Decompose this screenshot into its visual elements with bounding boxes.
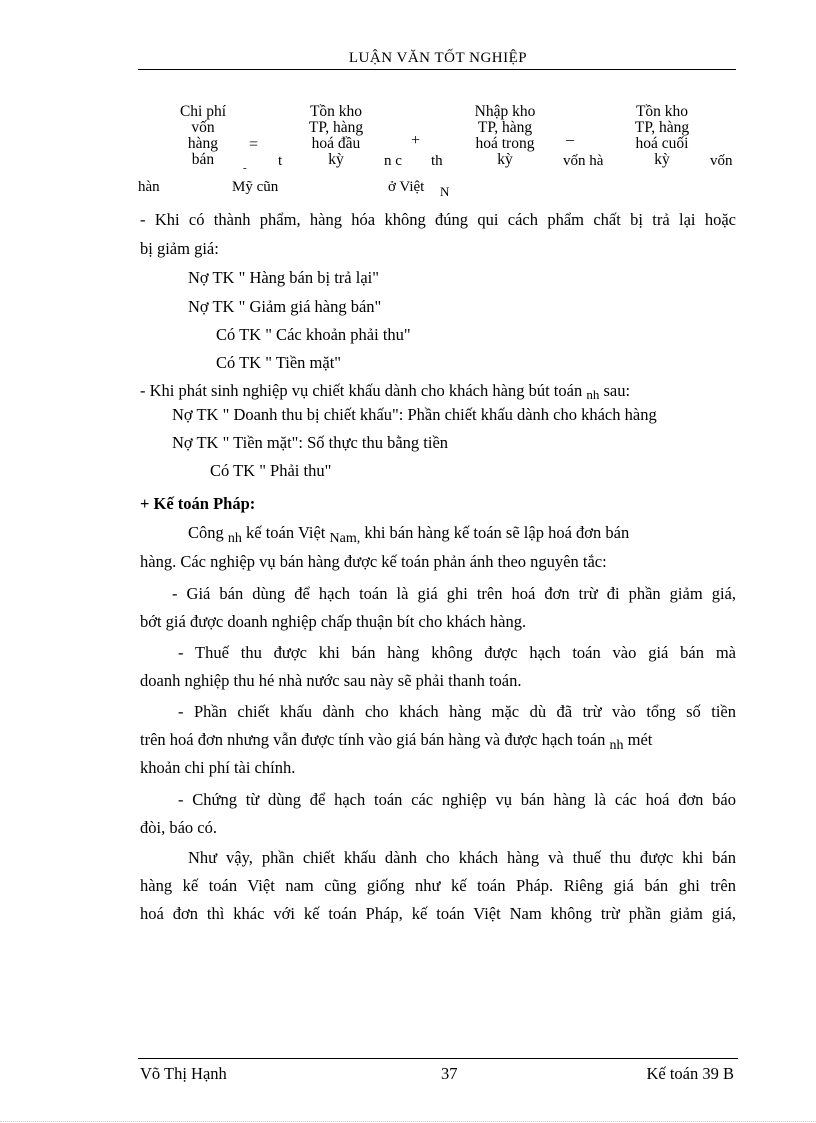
- text-segment: mét: [627, 730, 653, 749]
- journal-entry-debit: Nợ TK " Doanh thu bị chiết khấu": Phần chiết khấu dành cho khách hàng: [172, 405, 657, 424]
- formula-text: Tồn kho: [309, 103, 363, 120]
- formula-text: TP, hàng: [634, 119, 690, 136]
- text-line: - Giá bán dùng để hạch toán là giá ghi trên hoá đơn trừ đi phần giảm giá,: [172, 584, 736, 603]
- formula-fragment: th: [431, 153, 443, 169]
- text-fragment: Nam,: [329, 531, 361, 546]
- text-line: đòi, báo có.: [140, 818, 217, 837]
- text-line: bớt giá được doanh nghiệp chấp thuận bít cho khách hàng.: [140, 612, 527, 631]
- section-heading: + Kế toán Pháp:: [140, 494, 256, 513]
- text-fragment: nh: [586, 387, 600, 402]
- formula-col-cost-of-goods-sold: [168, 104, 238, 168]
- formula-fragment: N: [440, 184, 450, 199]
- formula-text: kỳ: [497, 151, 513, 168]
- formula-equals-sign: =: [249, 136, 259, 153]
- formula-fragment-mark: -: [243, 162, 247, 174]
- text-line: hàng. Các nghiệp vụ bán hàng được kế toán phản ánh theo nguyên tắc:: [140, 552, 607, 571]
- text-line: - Khi có thành phẩm, hàng hóa không đúng qui cách phẩm chất bị trả lại hoặc: [140, 210, 736, 229]
- formula-text: bán: [191, 151, 215, 168]
- formula-text: Nhập kho: [474, 103, 536, 120]
- header-divider: [138, 69, 736, 70]
- text-line: khoản chi phí tài chính.: [140, 758, 296, 777]
- text-line: hàng kế toán Việt nam cũng giống như kế toán Pháp. Riêng giá bán ghi trên: [140, 876, 736, 895]
- text-line: bị giảm giá:: [140, 239, 219, 258]
- journal-entry-credit: Có TK " Các khoản phải thu": [216, 325, 411, 344]
- footer-divider: [138, 1058, 738, 1059]
- formula-text: TP, hàng: [477, 119, 533, 136]
- text-segment: kế toán Việt: [246, 523, 326, 542]
- formula-fragment: t: [278, 153, 283, 169]
- formula-text: vốn: [191, 119, 215, 136]
- text-line: - Chứng từ dùng để hạch toán các nghiệp vụ bán hàng là các hoá đơn báo: [178, 790, 736, 809]
- journal-entry-credit: Có TK " Tiền mặt": [216, 353, 342, 372]
- formula-text: TP, hàng: [308, 119, 364, 136]
- formula-minus-sign: _: [566, 126, 574, 143]
- text-segment: Công: [188, 523, 224, 542]
- text-segment: trên hoá đơn nhưng vẫn được tính vào giá bán hàng và được hạch toán: [140, 730, 606, 749]
- journal-entry-credit: Có TK " Phải thu": [210, 461, 332, 480]
- formula-plus-sign: +: [411, 132, 421, 149]
- text-fragment: nh: [609, 738, 624, 753]
- formula-text: Tồn kho: [635, 103, 689, 120]
- footer-author: Võ Thị Hạnh: [140, 1064, 227, 1083]
- journal-entry-debit: Nợ TK " Giảm giá hàng bán": [188, 297, 382, 316]
- text-line: [188, 523, 629, 545]
- formula-fragment: vốn hà: [563, 153, 604, 169]
- page-edge-dots: [0, 1121, 816, 1122]
- footer-class: Kế toán 39 B: [646, 1064, 734, 1083]
- formula-text: kỳ: [654, 151, 670, 168]
- formula-text: Chi phí: [179, 103, 227, 120]
- page-header-title: LUẬN VĂN TỐT NGHIỆP: [348, 50, 528, 66]
- page-number: 37: [441, 1064, 458, 1083]
- formula-text: hoá đầu: [311, 135, 361, 152]
- text-segment: - Khi phát sinh nghiệp vụ chiết khấu dành cho khách hàng bút toán: [140, 381, 583, 400]
- journal-entry-debit: Nợ TK " Tiền mặt": Số thực thu bằng tiền: [172, 433, 449, 452]
- text-segment: khi bán hàng kế toán sẽ lập hoá đơn bán: [364, 523, 630, 542]
- formula-col-purchases-in-period: [462, 104, 548, 168]
- formula-fragment: hàn: [138, 179, 160, 195]
- text-segment: sau:: [603, 381, 631, 400]
- formula-fragment: n c: [384, 153, 402, 169]
- text-line: [140, 730, 652, 752]
- formula-text: kỳ: [328, 151, 344, 168]
- formula-col-opening-inventory: [296, 104, 376, 168]
- formula-fragment: Mỹ cũn: [232, 179, 279, 195]
- formula-text: hoá cuối: [635, 135, 689, 152]
- formula-fragment: vốn: [710, 153, 733, 169]
- formula-text: hoá trong: [475, 135, 535, 152]
- formula-fragment: ở Việt: [388, 179, 425, 195]
- text-line: hoá đơn thì khác với kế toán Pháp, kế toán Việt Nam không trừ phần giảm giá,: [140, 904, 736, 923]
- text-line: Như vậy, phần chiết khấu dành cho khách hàng và thuế thu được khi bán: [188, 848, 736, 867]
- journal-entry-debit: Nợ TK " Hàng bán bị trả lại": [188, 268, 379, 287]
- text-line: - Phần chiết khấu dành cho khách hàng mặc dù đã trừ vào tổng số tiền: [178, 702, 736, 721]
- text-line: doanh nghiệp thu hé nhà nước sau này sẽ phải thanh toán.: [140, 671, 522, 690]
- text-fragment: nh: [227, 531, 242, 546]
- text-line: - Thuế thu được khi bán hàng không được hạch toán vào giá bán mà: [178, 643, 736, 662]
- text-line: [140, 381, 630, 402]
- formula-text: hàng: [187, 135, 219, 152]
- formula-col-closing-inventory: [622, 104, 702, 168]
